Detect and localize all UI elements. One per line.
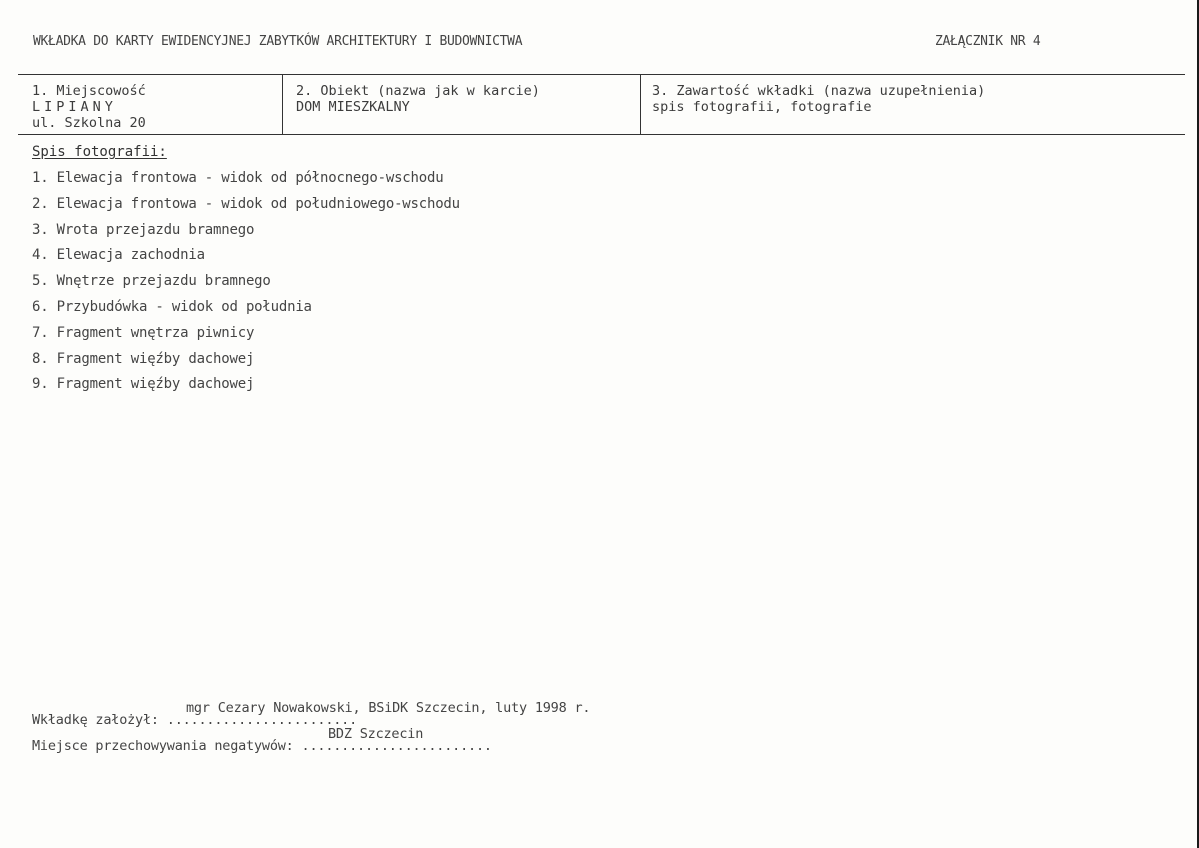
negative-storage-value: BDZ Szczecin: [328, 726, 424, 742]
column-divider-2: [640, 75, 641, 134]
annex-number: ZAŁĄCZNIK NR 4: [935, 34, 1041, 49]
object-label: 2. Obiekt (nazwa jak w karcie): [296, 83, 540, 99]
list-item: 3. Wrota przejazdu bramnego: [32, 221, 255, 238]
contents-value: spis fotografii, fotografie: [652, 99, 872, 115]
list-item: 1. Elewacja frontowa - widok od północnego-wschodu: [32, 170, 444, 186]
founded-by-label: Wkładkę założył: ........................: [32, 712, 358, 728]
negative-storage-label: Miejsce przechowywania negatywów: ........................: [32, 738, 492, 754]
list-item: 2. Elewacja frontowa - widok od południowego-wschodu: [32, 195, 460, 212]
object-cell: [296, 83, 540, 115]
column-divider-1: [282, 75, 283, 134]
top-divider: [18, 74, 1185, 75]
founded-by-value: mgr Cezary Nowakowski, BSiDK Szczecin, luty 1998 r.: [186, 700, 591, 716]
list-item: 5. Wnętrze przejazdu bramnego: [32, 273, 271, 290]
object-value: DOM MIESZKALNY: [296, 99, 410, 115]
list-item: 6. Przybudówka - widok od południa: [32, 298, 312, 315]
contents-label: 3. Zawartość wkładki (nazwa uzupełnienia): [652, 83, 986, 99]
bottom-divider: [18, 134, 1185, 135]
contents-cell: [652, 83, 985, 115]
photo-list-title: Spis fotografii:: [32, 144, 167, 160]
locality-address: ul. Szkolna 20: [32, 115, 146, 131]
list-item: 8. Fragment więźby dachowej: [32, 350, 255, 367]
locality-label: 1. Miejscowość: [32, 83, 146, 99]
photo-list: [32, 168, 460, 400]
locality-name: LIPIANY: [32, 99, 117, 115]
locality-cell: [32, 83, 146, 131]
list-item: 4. Elewacja zachodnia: [32, 247, 205, 264]
list-item: 7. Fragment wnętrza piwnicy: [32, 324, 255, 341]
card-title: WKŁADKA DO KARTY EWIDENCYJNEJ ZABYTKÓW ARCHITEKTURY I BUDOWNICTWA: [33, 34, 523, 49]
list-item: 9. Fragment więźby dachowej: [32, 376, 255, 393]
